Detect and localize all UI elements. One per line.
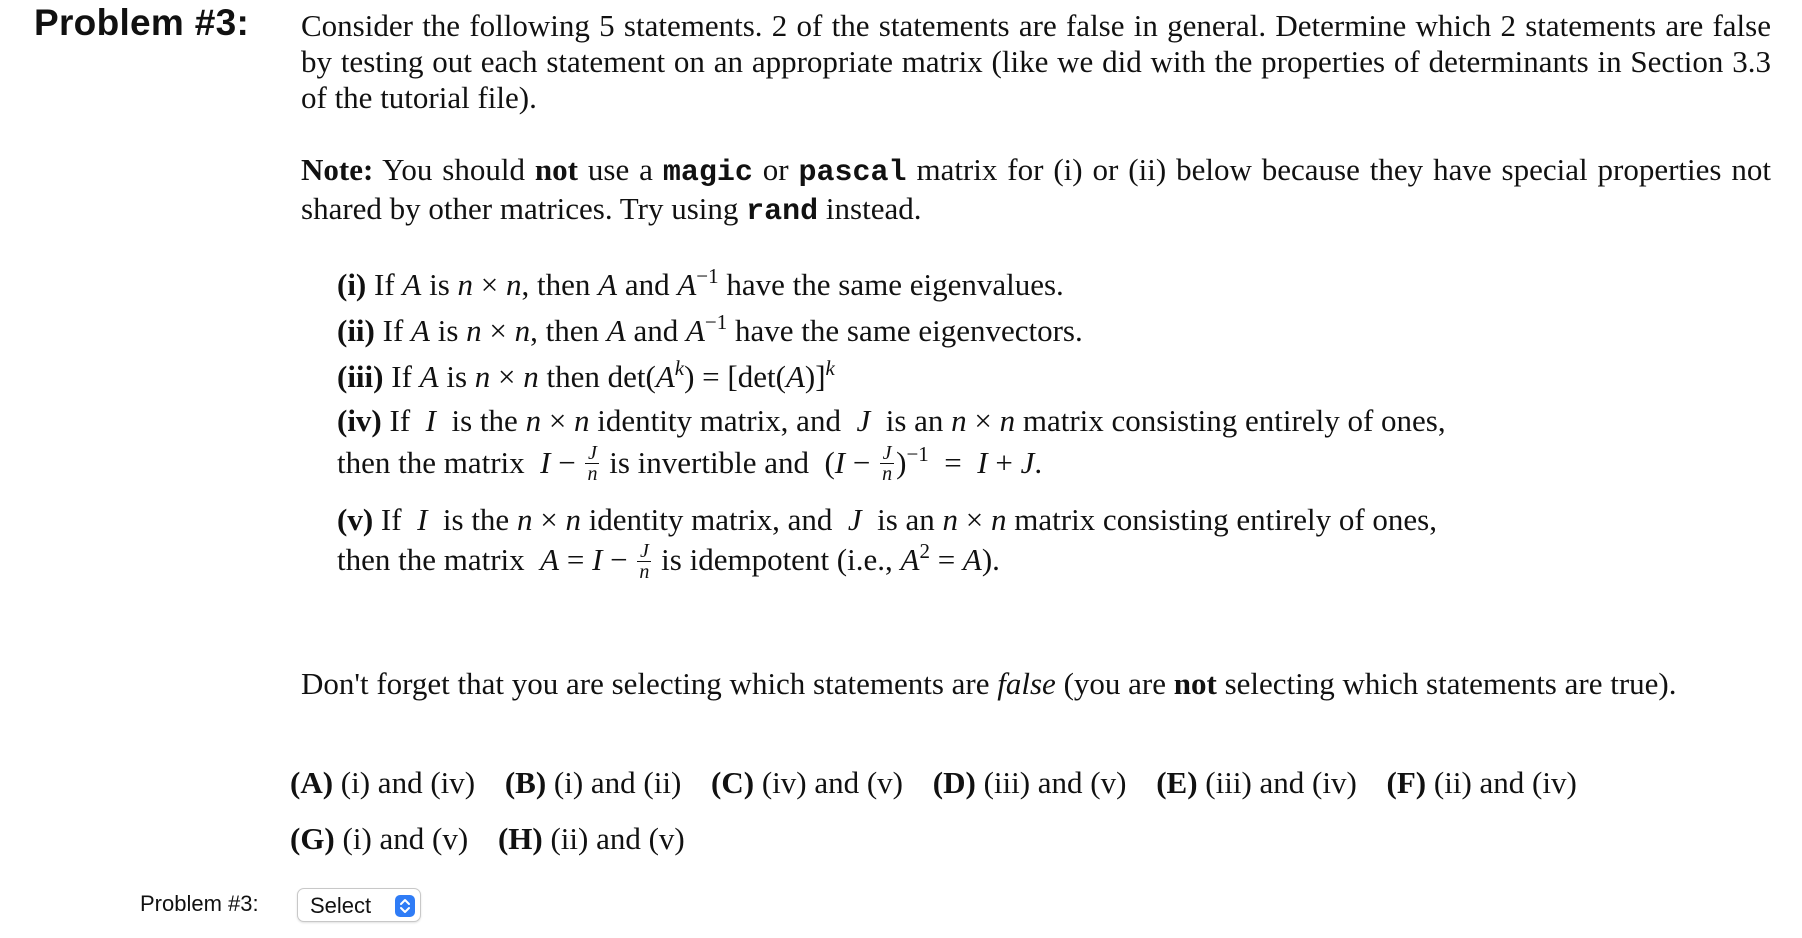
reminder-text [301, 666, 1677, 702]
problem-note [301, 152, 1771, 230]
answer-choices [290, 755, 1599, 867]
statement-list [337, 262, 1537, 584]
note-text-2: use a [577, 152, 663, 187]
answer-select[interactable] [297, 888, 421, 922]
fraction-j-over-n: $\frac{J}{n}$ [882, 442, 893, 486]
note-text-3: or [752, 152, 799, 187]
choice-b: (B) (i) and (ii) [504, 765, 682, 800]
note-magic: magic [662, 156, 753, 190]
chevron-up-down-icon [395, 895, 415, 917]
statement-label: (i) [337, 267, 367, 302]
choice-d: (D) (iii) and (v) [932, 765, 1127, 800]
note-rand: rand [746, 195, 819, 229]
problem-intro: Consider the following 5 statements. 2 of the statements are false in general. Determine which 2 statements are false by testing out each statement on an appropriate matrix (like we did with the properties of determinants in Section 3.3 of the tutorial file). [301, 8, 1771, 115]
statement-label: (iii) [337, 359, 384, 394]
note-pascal: pascal [798, 156, 907, 190]
statement-iv: (iv) If I is the n × n identity matrix, and J is an n × n matrix consisting entirely of ones, then the matrix I − $\frac{J}{n}$ is invertible and (I − $\frac{J}{n}$ )$^{-1}$ = I + J. [337, 403, 1446, 486]
choice-e: (E) (iii) and (iv) [1156, 765, 1357, 800]
choice-f: (F) (ii) and (iv) [1386, 765, 1577, 800]
choice-row [290, 811, 1599, 867]
select-value: Select [310, 893, 372, 918]
reminder-false: false [997, 666, 1056, 701]
note-label: Note: [301, 152, 374, 187]
reminder-part: Don't forget that you are selecting which statements are [301, 666, 998, 701]
choice-row [290, 755, 1599, 811]
choice-a: (A) (i) and (iv) [290, 765, 476, 800]
statement-ii: (ii) If A is n × n, then A and $A^{-1}$ have the same eigenvectors. [337, 310, 1083, 348]
answer-label: Problem #3: [140, 891, 259, 916]
note-text-5: instead. [818, 191, 922, 226]
note-not: not [534, 152, 578, 187]
reminder-part: selecting which statements are true). [1216, 666, 1677, 701]
fraction-j-over-n: $\frac{J}{n}$ [639, 539, 650, 583]
statement-label: (iv) [337, 403, 382, 438]
statement-iii: (iii) If A is n × n then $\det(A^k) = [\det(A)]^k$ [337, 356, 835, 394]
note-text-1: You should [373, 152, 535, 187]
choice-h: (H) (ii) and (v) [497, 821, 685, 856]
statement-i: (i) If A is n × n, then A and $A^{-1}$ have the same eigenvalues. [337, 264, 1064, 302]
statement-label: (v) [337, 502, 374, 538]
fraction-j-over-n: $\frac{J}{n}$ [587, 442, 598, 486]
statement-v: (v) If I is the n × n identity matrix, and J is an n × n matrix consisting entirely of ones, then the matrix A = I − $\frac{J}{n}$ is idempotent (i.e., $A^2 = A$). [337, 502, 1437, 583]
reminder-not: not [1173, 666, 1217, 701]
choice-c: (C) (iv) and (v) [711, 765, 904, 800]
choice-g: (G) (i) and (v) [290, 821, 469, 856]
reminder-part: (you are [1055, 666, 1174, 701]
problem-heading: Problem #3: [34, 2, 250, 43]
note-text-4: matrix for (i) or (ii) below because they have special properties not shared by other matrices. Try using [301, 152, 1771, 226]
statement-label: (ii) [337, 313, 375, 348]
